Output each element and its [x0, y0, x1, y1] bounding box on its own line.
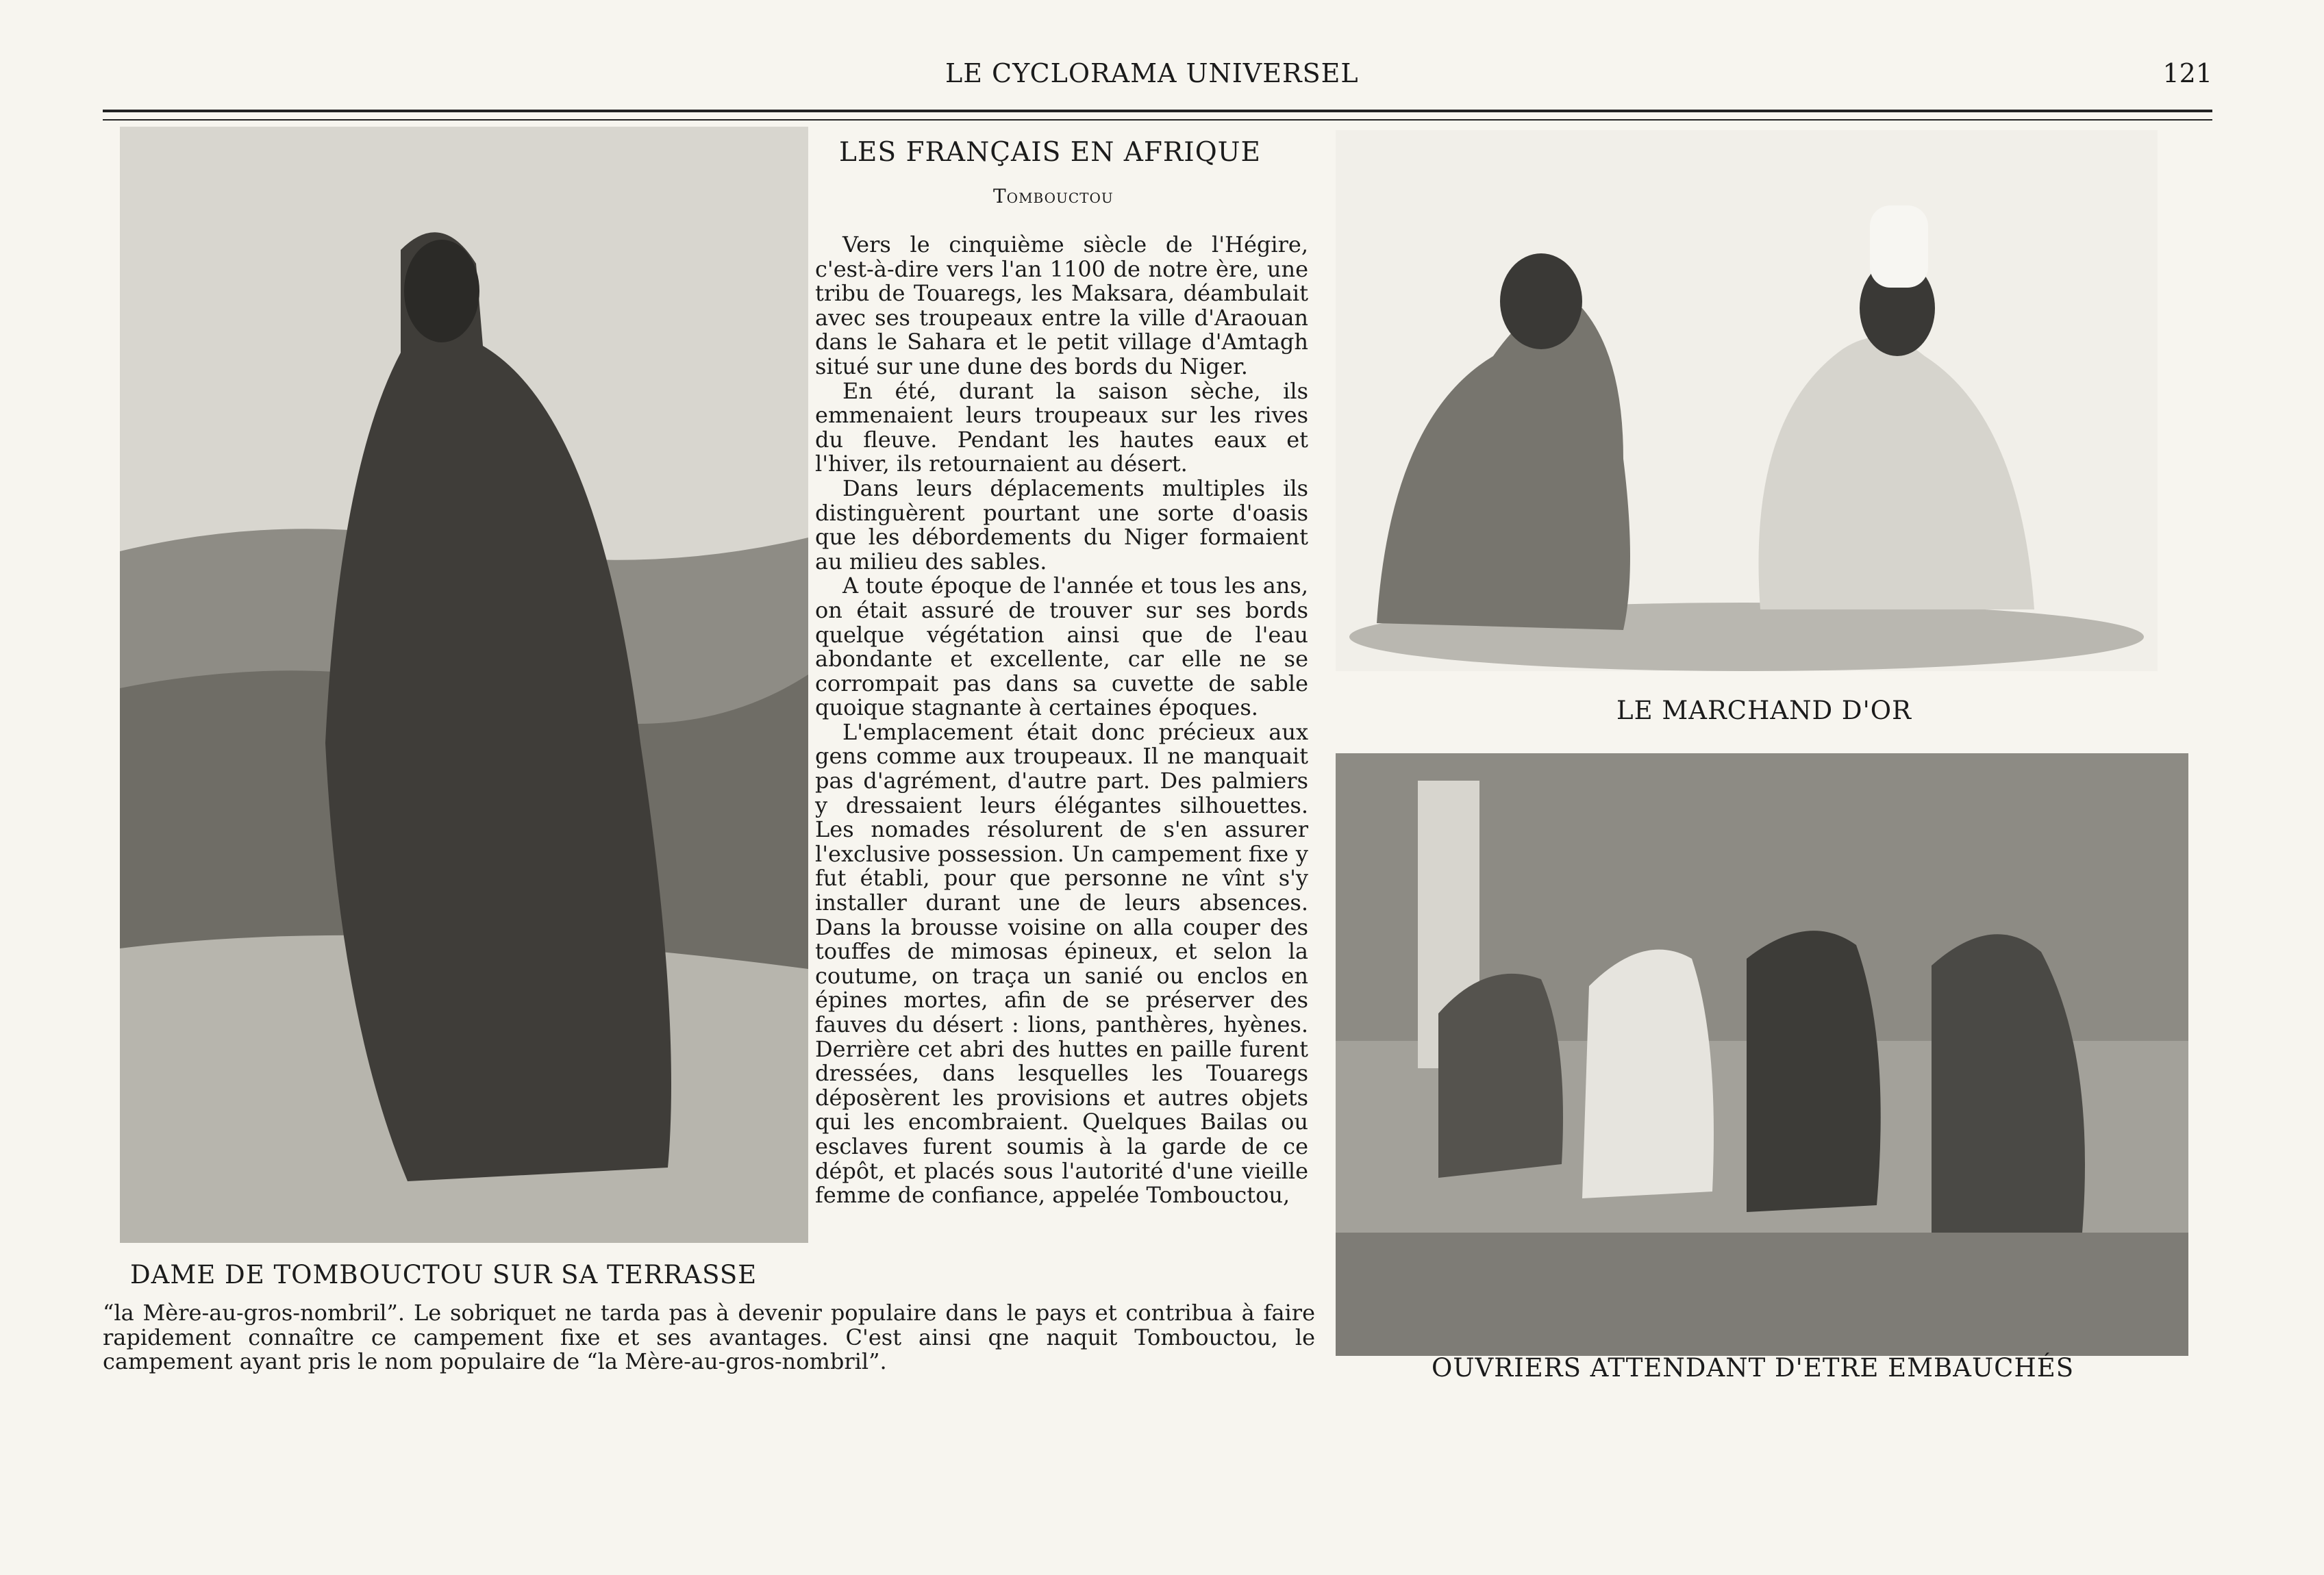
paragraph: L'emplacement était donc précieux aux gens comme aux troupeaux. Il ne manquait pas d'agrément, d'autre part. Des palmiers y dressaient leurs élégantes silhouettes. Les nomades résolurent de s'en assurer l'exclusive possession. Un campement fixe y fut établi, pour que personne ne vînt s'y installer durant une de leurs absences. Dans la brousse voisine on alla couper des touffes de mimosas épineux, et selon la coutume, on traça un sanié ou enclos en épines mortes, afin de se préserver des fauves du désert : lions, panthères, hyènes. Derrière cet abri des huttes en paille furent dressées, dans lesquelles les Touaregs déposèrent les provisions et autres objets qui les encombraient. Quelques Bailas ou esclaves furent soumis à la garde de ce dépôt, et placés sous l'autorité d'une vieille femme de confiance, appelée Tombouctou,	[815, 718, 1308, 1209]
article-subtitle: Tombouctou	[993, 185, 1114, 207]
running-title: LE CYCLORAMA UNIVERSEL	[945, 58, 1359, 88]
marchand-caption: LE MARCHAND D'OR	[1616, 696, 1912, 725]
article-tail	[103, 1301, 1315, 1374]
paragraph-continuation: “la Mère-au-gros-nombril”. Le sobriquet ne tarda pas à devenir populaire dans le pays et contribua à faire rapidement connaître ce campement fixe et ses avantages. C'est ainsi qne naquit Tombouctou, le campement ayant pris le nom populaire de “la Mère-au-gros-nombril”.	[103, 1300, 1315, 1375]
paragraph: En été, durant la saison sèche, ils emmenaient leurs troupeaux sur les rives du fleuve. Pendant les hautes eaux et l'hiver, ils retournaient au désert.	[815, 377, 1308, 477]
dame-caption: DAME DE TOMBOUCTOU SUR SA TERRASSE	[130, 1260, 758, 1289]
paragraph: Vers le cinquième siècle de l'Hégire, c'est-à-dire vers l'an 1100 de notre ère, une tribu de Touaregs, les Maksara, déambulait avec ses troupeaux entre la ville d'Araouan dans le Sahara et le petit village d'Amtagh situé sur une dune des bords du Niger.	[815, 231, 1308, 379]
dame-illustration	[120, 127, 808, 1243]
running-header	[103, 58, 2212, 99]
ouvriers-caption: OUVRIERS ATTENDANT D'ETRE EMBAUCHÉS	[1432, 1353, 2075, 1383]
paragraph: A toute époque de l'année et tous les ans, on était assuré de trouver sur ses bords quelque végétation ainsi que de l'eau abondante et excellente, car elle ne se corrompait pas dans sa cuvette de sable quoique stagnante à certaines époques.	[815, 572, 1308, 721]
page-number: 121	[2162, 58, 2212, 88]
article-column	[815, 233, 1308, 1301]
ouvriers-illustration	[1336, 753, 2188, 1356]
marchand-illustration	[1336, 130, 2158, 671]
article-title: LES FRANÇAIS EN AFRIQUE	[839, 137, 1262, 168]
header-rule	[103, 110, 2212, 121]
paragraph: Dans leurs déplacements multiples ils distinguèrent pourtant une sorte d'oasis que les débordements du Niger formaient au milieu des sables.	[815, 475, 1308, 575]
